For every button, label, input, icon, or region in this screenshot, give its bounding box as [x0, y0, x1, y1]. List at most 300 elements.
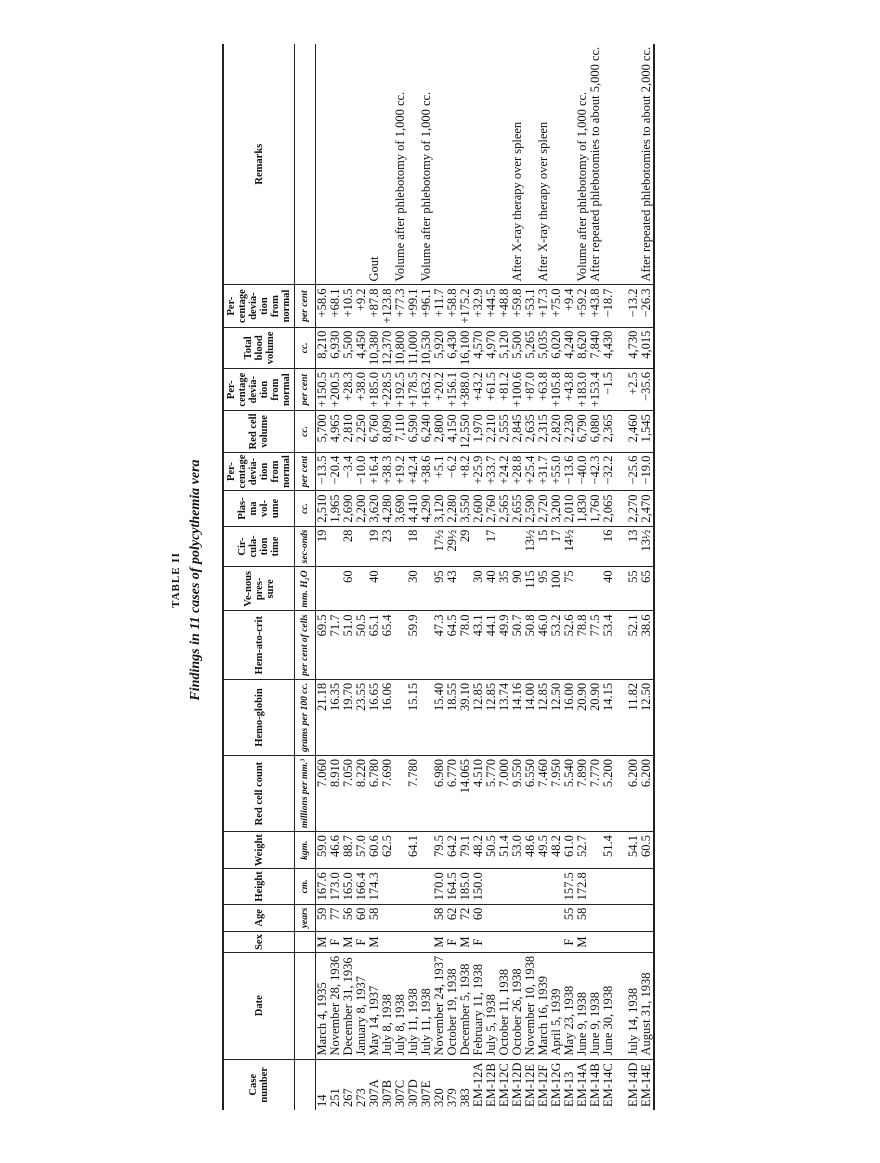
column-header: Per-centage devia-tion from normal — [223, 369, 295, 411]
table-cell — [459, 44, 472, 285]
table-cell: 53.0 — [511, 832, 524, 869]
table-cell — [498, 526, 511, 567]
table-cell: 12,370 — [381, 327, 394, 368]
column-header: Date — [223, 952, 295, 1059]
table-cell: 7.780 — [407, 756, 420, 832]
column-header: Sex — [223, 932, 295, 953]
column-header: Hem-ato-crit — [223, 611, 295, 679]
table-cell: 47.3 — [433, 611, 446, 679]
table-cell: 10,530 — [420, 327, 433, 368]
unit-cell: cc. — [295, 411, 316, 452]
table-cell — [472, 44, 485, 285]
table-cell: 5.770 — [485, 756, 498, 832]
table-cell: +58.8 — [446, 285, 459, 327]
table-label: TABLE II — [170, 552, 182, 608]
table-cell: 4,970 — [485, 327, 498, 368]
table-cell: 13½ — [640, 526, 654, 567]
table-cell: F — [446, 932, 459, 953]
column-header: Remarks — [223, 44, 295, 285]
table-cell: 3,120 — [433, 491, 446, 526]
table-cell: 6.550 — [524, 756, 537, 832]
table-cell: 30 — [407, 567, 420, 611]
table-cell: 4,240 — [563, 327, 576, 368]
table-cell: 55 — [563, 904, 576, 932]
table-cell — [381, 904, 394, 932]
table-cell: 78.0 — [459, 611, 472, 679]
table-cell: Volume after phlebotomy of 1,000 cc. — [420, 44, 433, 285]
table-cell: 48.6 — [524, 832, 537, 869]
table-cell: −13.2 — [627, 285, 640, 327]
table-cell: +2.5 — [627, 369, 640, 411]
table-cell — [602, 932, 615, 953]
spacer-cell — [615, 932, 627, 953]
table-cell — [381, 567, 394, 611]
table-cell — [407, 904, 420, 932]
table-cell: −13.5 — [316, 452, 330, 491]
table-cell: 88.7 — [342, 832, 355, 869]
table-cell: 7.770 — [589, 756, 602, 832]
table-cell: 58 — [576, 904, 589, 932]
unit-cell: cc. — [295, 491, 316, 526]
table-cell: 3,550 — [459, 491, 472, 526]
table-cell: After repeated phlebotomies to about 2,000 cc. — [640, 44, 654, 285]
table-cell: January 8, 1937 — [355, 952, 368, 1059]
table-cell — [485, 44, 498, 285]
unit-cell: grams per 100 cc. — [295, 679, 316, 755]
table-cell: −42.3 — [589, 452, 602, 491]
table-cell — [524, 904, 537, 932]
table-cell: 52.6 — [563, 611, 576, 679]
table-cell: 100 — [550, 567, 563, 611]
table-cell: 2,470 — [640, 491, 654, 526]
unit-cell — [295, 952, 316, 1059]
table-cell: 57.0 — [355, 832, 368, 869]
table-cell: 60.6 — [368, 832, 381, 869]
table-cell: 2,810 — [342, 411, 355, 452]
table-cell: 11,000 — [407, 327, 420, 368]
table-cell: 4,450 — [355, 327, 368, 368]
table-cell: M — [316, 932, 330, 953]
table-cell: 6,590 — [407, 411, 420, 452]
table-cell: 165.0 — [342, 869, 355, 904]
table-cell: October 19, 1938 — [446, 952, 459, 1059]
table-cell: 46.6 — [329, 832, 342, 869]
table-caption — [170, 50, 204, 1110]
table-cell: 23.55 — [355, 679, 368, 755]
table-cell: 2,565 — [498, 491, 511, 526]
table-cell: 2,820 — [550, 411, 563, 452]
table-cell: 79.1 — [459, 832, 472, 869]
table-cell: +38.6 — [420, 452, 433, 491]
table-cell — [394, 869, 407, 904]
table-cell: 49.9 — [498, 611, 511, 679]
table-cell: 16.06 — [381, 679, 394, 755]
table-cell: EM-12G — [549, 1062, 563, 1107]
table-cell — [342, 44, 355, 285]
table-cell: 21.18 — [316, 679, 330, 755]
table-cell: +63.8 — [537, 369, 550, 411]
table-cell: 8,090 — [381, 411, 394, 452]
table-cell: 2,690 — [342, 491, 355, 526]
table-cell: 65.1 — [368, 611, 381, 679]
table-cell: 379 — [445, 1088, 459, 1107]
unit-cell: cc. — [295, 327, 316, 368]
table-row — [342, 44, 355, 1110]
table-cell: 59.0 — [316, 832, 330, 869]
table-cell: EM-12A — [471, 1062, 485, 1107]
table-cell: −19.0 — [640, 452, 654, 491]
table-cell: 64.5 — [446, 611, 459, 679]
table-cell: −32.2 — [602, 452, 615, 491]
table-cell: 4,150 — [446, 411, 459, 452]
table-cell: 35 — [498, 567, 511, 611]
table-cell: EM-12E — [523, 1063, 537, 1107]
table-cell: +200.5 — [329, 369, 342, 411]
table-cell: EM-12D — [510, 1062, 524, 1107]
table-header-row — [223, 44, 295, 1110]
table-row — [602, 44, 615, 1110]
table-cell — [511, 904, 524, 932]
table-cell: +192.5 — [394, 369, 407, 411]
table-cell — [329, 44, 342, 285]
table-cell — [446, 44, 459, 285]
table-cell: +55.0 — [550, 452, 563, 491]
table-cell: 53.4 — [602, 611, 615, 679]
table-cell — [433, 44, 446, 285]
table-cell: 7.690 — [381, 756, 394, 832]
column-header: Cir-cula-tion time — [223, 526, 295, 567]
table-cell — [407, 932, 420, 953]
table-cell: +87.8 — [368, 285, 381, 327]
table-cell — [485, 904, 498, 932]
table-cell: July 8, 1938 — [381, 952, 394, 1059]
rotated-table-block — [170, 46, 690, 1110]
findings-table — [222, 44, 655, 1110]
table-cell: October 11, 1938 — [498, 952, 511, 1059]
table-title: Findings in 11 cases of polycythemia vera — [188, 459, 203, 701]
table-cell: 16 — [602, 526, 615, 567]
table-cell: 14.065 — [459, 756, 472, 832]
table-cell: 6,080 — [589, 411, 602, 452]
table-cell: 8,210 — [316, 327, 330, 368]
table-cell: M — [368, 932, 381, 953]
table-cell: 16.00 — [563, 679, 576, 755]
table-cell: +156.1 — [446, 369, 459, 411]
table-cell: 170.0 — [433, 869, 446, 904]
table-cell: 5,700 — [316, 411, 330, 452]
table-cell: F — [563, 932, 576, 953]
table-units-row — [295, 44, 316, 1110]
table-cell — [394, 932, 407, 953]
table-cell: 5.540 — [563, 756, 576, 832]
table-cell: EM-14B — [588, 1063, 602, 1107]
table-cell: 14.15 — [602, 679, 615, 755]
table-cell: 10,800 — [394, 327, 407, 368]
table-cell: 5,265 — [524, 327, 537, 368]
table-cell: 2,010 — [563, 491, 576, 526]
table-cell: +5.1 — [433, 452, 446, 491]
table-cell: +24.2 — [498, 452, 511, 491]
unit-cell: sec-onds — [295, 526, 316, 567]
table-cell: 4,015 — [640, 327, 654, 368]
table-cell: 77.5 — [589, 611, 602, 679]
table-cell: 307D — [406, 1079, 420, 1107]
table-cell: +59.2 — [576, 285, 589, 327]
table-cell: 58 — [433, 904, 446, 932]
table-cell: 61.0 — [563, 832, 576, 869]
table-cell: +28.8 — [511, 452, 524, 491]
table-cell: 1,760 — [589, 491, 602, 526]
table-cell: 5,035 — [537, 327, 550, 368]
table-cell: 164.5 — [446, 869, 459, 904]
table-cell: 307A — [367, 1079, 381, 1107]
table-cell: +38.3 — [381, 452, 394, 491]
table-cell: February 11, 1938 — [472, 952, 485, 1059]
table-cell: 13 — [627, 526, 640, 567]
table-cell: +59.8 — [511, 285, 524, 327]
table-cell: +9.4 — [563, 285, 576, 327]
table-cell: 4,280 — [381, 491, 394, 526]
table-cell: 6.980 — [433, 756, 446, 832]
table-cell: 5,920 — [433, 327, 446, 368]
table-cell — [355, 44, 368, 285]
table-cell: 2,760 — [485, 491, 498, 526]
table-cell: 157.5 — [563, 869, 576, 904]
table-body — [316, 44, 655, 1110]
table-cell: 10,380 — [368, 327, 381, 368]
column-header: Red cell count — [223, 756, 295, 832]
column-header: Ve-nous pres-sure — [223, 567, 295, 611]
table-cell: 4,570 — [472, 327, 485, 368]
table-cell: 4,410 — [407, 491, 420, 526]
table-cell: 6.200 — [640, 756, 654, 832]
table-cell: 2,510 — [316, 491, 330, 526]
table-cell: 9.550 — [511, 756, 524, 832]
table-cell — [589, 932, 602, 953]
table-cell: +99.1 — [407, 285, 420, 327]
table-cell: July 11, 1938 — [420, 952, 433, 1059]
table-cell: 4,290 — [420, 491, 433, 526]
table-cell: 2,065 — [602, 491, 615, 526]
table-cell: 5,120 — [498, 327, 511, 368]
table-cell: F — [329, 932, 342, 953]
table-cell: −13.6 — [563, 452, 576, 491]
table-cell — [485, 869, 498, 904]
table-cell: +28.3 — [342, 369, 355, 411]
table-cell: 14.16 — [511, 679, 524, 755]
table-cell: 19 — [368, 526, 381, 567]
table-cell — [627, 904, 640, 932]
table-cell: +87.0 — [524, 369, 537, 411]
table-cell: 16.35 — [329, 679, 342, 755]
unit-cell: millions per mm.³ — [295, 756, 316, 832]
table-cell: 2,600 — [472, 491, 485, 526]
table-cell: 20.90 — [589, 679, 602, 755]
table-cell: 185.0 — [459, 869, 472, 904]
table-cell: 307E — [419, 1080, 433, 1107]
table-cell: 55 — [627, 567, 640, 611]
table-cell: EM-12B — [484, 1063, 498, 1107]
table-cell: F — [472, 932, 485, 953]
column-header: Plas-ma vol-ume — [223, 491, 295, 526]
table-cell: 53.2 — [550, 611, 563, 679]
table-cell: 48.2 — [550, 832, 563, 869]
table-cell: 4,965 — [329, 411, 342, 452]
table-cell: EM-14C — [601, 1063, 615, 1107]
unit-cell: mm. H₂O — [295, 567, 316, 611]
unit-cell: per cent — [295, 452, 316, 491]
table-cell: 7.890 — [576, 756, 589, 832]
table-cell: June 9, 1938 — [576, 952, 589, 1059]
table-cell: 251 — [328, 1088, 342, 1107]
table-cell: 5.200 — [602, 756, 615, 832]
spacer-cell — [615, 869, 627, 904]
table-cell: 2,365 — [602, 411, 615, 452]
table-row — [640, 44, 654, 1110]
table-cell — [316, 44, 330, 285]
table-cell: −20.4 — [329, 452, 342, 491]
table-cell: +105.8 — [550, 369, 563, 411]
table-cell: 17 — [485, 526, 498, 567]
table-cell: +175.2 — [459, 285, 472, 327]
table-cell: 79.5 — [433, 832, 446, 869]
table-cell: 1,545 — [640, 411, 654, 452]
table-cell: 7.950 — [550, 756, 563, 832]
table-cell: 64.1 — [407, 832, 420, 869]
table-cell: 14 — [315, 1094, 329, 1107]
table-cell: 4,430 — [602, 327, 615, 368]
table-cell: +81.2 — [498, 369, 511, 411]
table-cell: 2,460 — [627, 411, 640, 452]
table-cell: +153.4 — [589, 369, 602, 411]
table-cell: +100.6 — [511, 369, 524, 411]
spacer-cell — [615, 904, 627, 932]
table-cell — [381, 869, 394, 904]
table-cell: March 4, 1935 — [316, 952, 330, 1059]
table-cell: +61.5 — [485, 369, 498, 411]
table-cell: 8.910 — [329, 756, 342, 832]
table-cell: 307B — [380, 1079, 394, 1107]
table-cell: 12.50 — [550, 679, 563, 755]
table-cell — [524, 869, 537, 904]
table-cell: 2,800 — [433, 411, 446, 452]
table-cell: −40.0 — [576, 452, 589, 491]
table-cell: 15 — [537, 526, 550, 567]
table-cell: 5,500 — [342, 327, 355, 368]
table-cell — [640, 869, 654, 904]
table-cell: 29½ — [446, 526, 459, 567]
table-cell — [381, 932, 394, 953]
table-cell — [640, 904, 654, 932]
unit-cell — [295, 932, 316, 953]
table-cell: 65.4 — [381, 611, 394, 679]
table-cell: +44.5 — [485, 285, 498, 327]
table-cell: November 28, 1936 — [329, 952, 342, 1059]
table-cell: Volume after phlebotomy of 1,000 cc. — [576, 44, 589, 285]
table-cell: +68.1 — [329, 285, 342, 327]
table-cell: EM-14E — [640, 1059, 654, 1110]
table-cell — [394, 904, 407, 932]
table-cell: 28 — [342, 526, 355, 567]
table-cell: 52.7 — [576, 832, 589, 869]
table-cell — [498, 904, 511, 932]
table-cell: Volume after phlebotomy of 1,000 cc. — [394, 44, 407, 285]
table-cell: +150.5 — [316, 369, 330, 411]
table-cell: 174.3 — [368, 869, 381, 904]
table-cell: 6.780 — [368, 756, 381, 832]
table-cell — [537, 932, 550, 953]
table-cell: +43.2 — [472, 369, 485, 411]
table-cell: +25.9 — [472, 452, 485, 491]
table-cell — [602, 904, 615, 932]
table-cell: 75 — [563, 567, 576, 611]
table-cell: 7,110 — [394, 411, 407, 452]
table-cell: 2,315 — [537, 411, 550, 452]
column-header: Height — [223, 869, 295, 904]
table-cell: −35.6 — [640, 369, 654, 411]
table-cell: 150.0 — [472, 869, 485, 904]
table-cell: M — [433, 932, 446, 953]
table-cell: −10.0 — [355, 452, 368, 491]
table-cell: 62 — [446, 904, 459, 932]
table-cell: 40 — [602, 567, 615, 611]
table-cell: EM-13 — [562, 1071, 576, 1107]
table-cell — [511, 869, 524, 904]
table-cell: +31.7 — [537, 452, 550, 491]
table-cell: 51.4 — [602, 832, 615, 869]
table-cell: 51.0 — [342, 611, 355, 679]
table-cell: 58 — [368, 904, 381, 932]
table-cell: June 30, 1938 — [602, 952, 615, 1059]
table-cell: 2,250 — [355, 411, 368, 452]
table-cell: +17.3 — [537, 285, 550, 327]
table-cell: 77 — [329, 904, 342, 932]
table-cell: +163.2 — [420, 369, 433, 411]
table-cell: +16.4 — [368, 452, 381, 491]
table-cell: 13½ — [524, 526, 537, 567]
table-row — [446, 44, 459, 1110]
table-cell: 307C — [393, 1079, 407, 1107]
table-cell: 7,840 — [589, 327, 602, 368]
table-cell: EM-12C — [497, 1063, 511, 1107]
column-header: Case number — [223, 1059, 295, 1110]
table-cell: 59.9 — [407, 611, 420, 679]
table-cell: 12,550 — [459, 411, 472, 452]
table-cell: +20.2 — [433, 369, 446, 411]
table-cell: 29 — [459, 526, 472, 567]
column-header: Per-centage devia-tion from normal — [223, 285, 295, 327]
table-cell: 7.000 — [498, 756, 511, 832]
table-cell: 2,845 — [511, 411, 524, 452]
table-cell: 12.85 — [485, 679, 498, 755]
column-header: Per-centage devia-tion from normal — [223, 452, 295, 491]
table-cell: 95 — [537, 567, 550, 611]
table-cell: 60 — [342, 567, 355, 611]
table-cell: +8.2 — [459, 452, 472, 491]
table-cell: +43.8 — [563, 369, 576, 411]
table-cell — [316, 567, 330, 611]
table-cell: 3,200 — [550, 491, 563, 526]
table-cell: 52.1 — [627, 611, 640, 679]
table-cell: 18 — [407, 526, 420, 567]
table-cell: 2,200 — [355, 491, 368, 526]
unit-cell: per cent of cells — [295, 611, 316, 679]
table-cell: 40 — [485, 567, 498, 611]
table-cell: May 14, 1937 — [368, 952, 381, 1059]
table-cell: July 8, 1938 — [394, 952, 407, 1059]
table-cell — [602, 869, 615, 904]
table-cell: 7.060 — [316, 756, 330, 832]
